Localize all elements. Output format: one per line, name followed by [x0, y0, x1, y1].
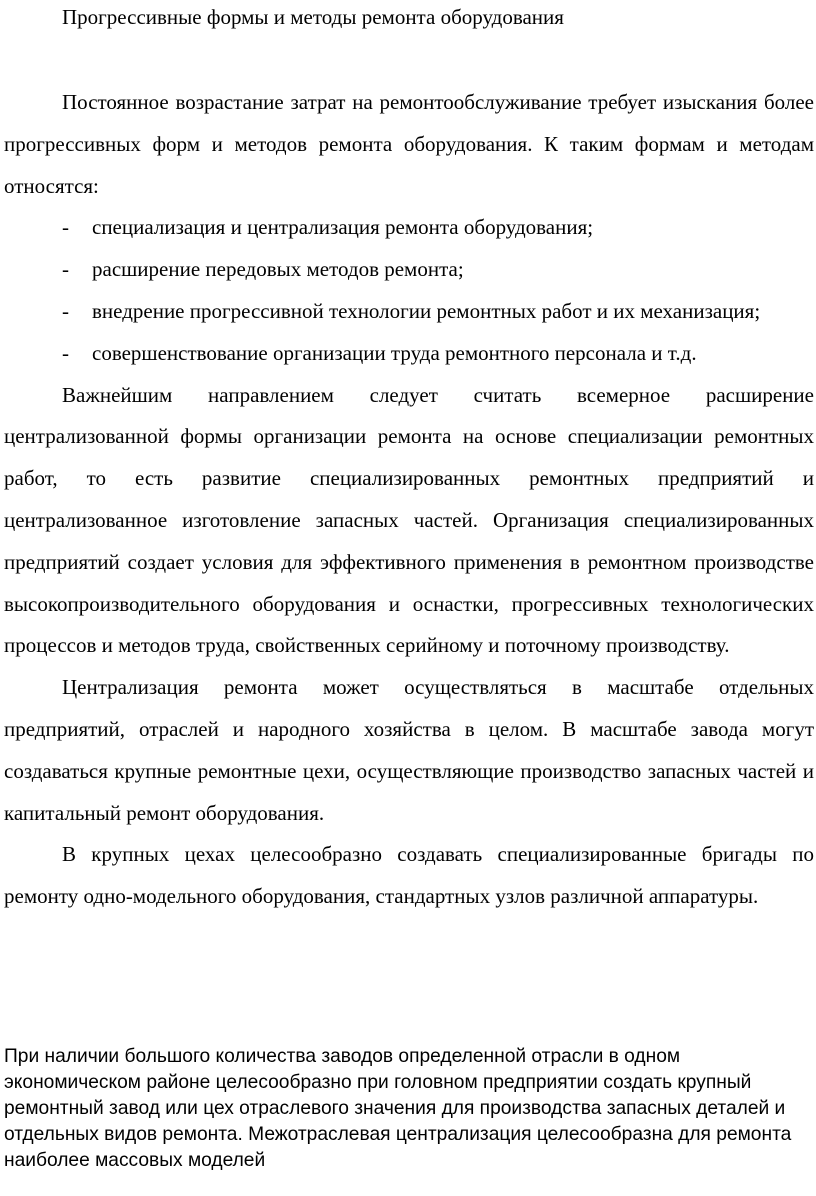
- paragraph-interindustry-centralization: При наличии большого количества заводов определенной отрасли в одном экономическом районе целесообразно при головном предприятии создать крупный ремонтный завод или цех отраслевого значения для производства запасных деталей и отдельных видов ремонта. Межотраслевая централизация целесообразна для ремонта наиболее массовых моделей: [4, 1046, 792, 1171]
- paragraph-centralization-direction: Важнейшим направлением следует считать всемерное расширение централизованной формы организации ремонта на основе специализации ремонтных работ, то есть развитие специализированных ремонтных предприятий и централизованное изготовление запасных частей. Организация специализированных предприятий создает условия для эффективного применения в ремонтном производстве высокопроизводительного оборудования и оснастки, прогрессивных технологических процессов и методов труда, свойственных серийному и поточному производству.: [4, 382, 814, 658]
- list-item-text: расширение передовых методов ремонта;: [92, 257, 464, 282]
- list-item: [4, 291, 814, 333]
- list-marker: -: [62, 298, 69, 323]
- paragraph-centralization-scale: Централизация ремонта может осуществляться в масштабе отдельных предприятий, отраслей и народного хозяйства в целом. В масштабе завода могут создаваться крупные ремонтные цехи, осуществляющие производство запасных частей и капитальный ремонт оборудования.: [4, 675, 814, 825]
- paragraph-specialized-brigades: В крупных цехах целесообразно создавать специализированные бригады по ремонту одно-модельного оборудования, стандартных узлов различной аппаратуры.: [4, 842, 814, 909]
- document-body: [4, 82, 814, 918]
- list-item: [4, 249, 814, 291]
- list-item-text: внедрение прогрессивной технологии ремонтных работ и их механизация;: [92, 298, 761, 323]
- list-marker: -: [62, 215, 69, 240]
- page-title: Прогрессивные формы и методы ремонта оборудования: [62, 5, 564, 29]
- list-marker: -: [62, 340, 69, 365]
- list-marker: -: [62, 257, 69, 282]
- list-item: [4, 207, 814, 249]
- intro-paragraph: Постоянное возрастание затрат на ремонтообслуживание требует изыскания более прогрессивных форм и методов ремонта оборудования. К таким формам и методам относятся:: [4, 90, 814, 198]
- list-item-text: совершенствование организации труда ремонтного персонала и т.д.: [92, 340, 697, 365]
- list-item-text: специализация и централизация ремонта оборудования;: [92, 215, 594, 240]
- list-item: [4, 333, 814, 375]
